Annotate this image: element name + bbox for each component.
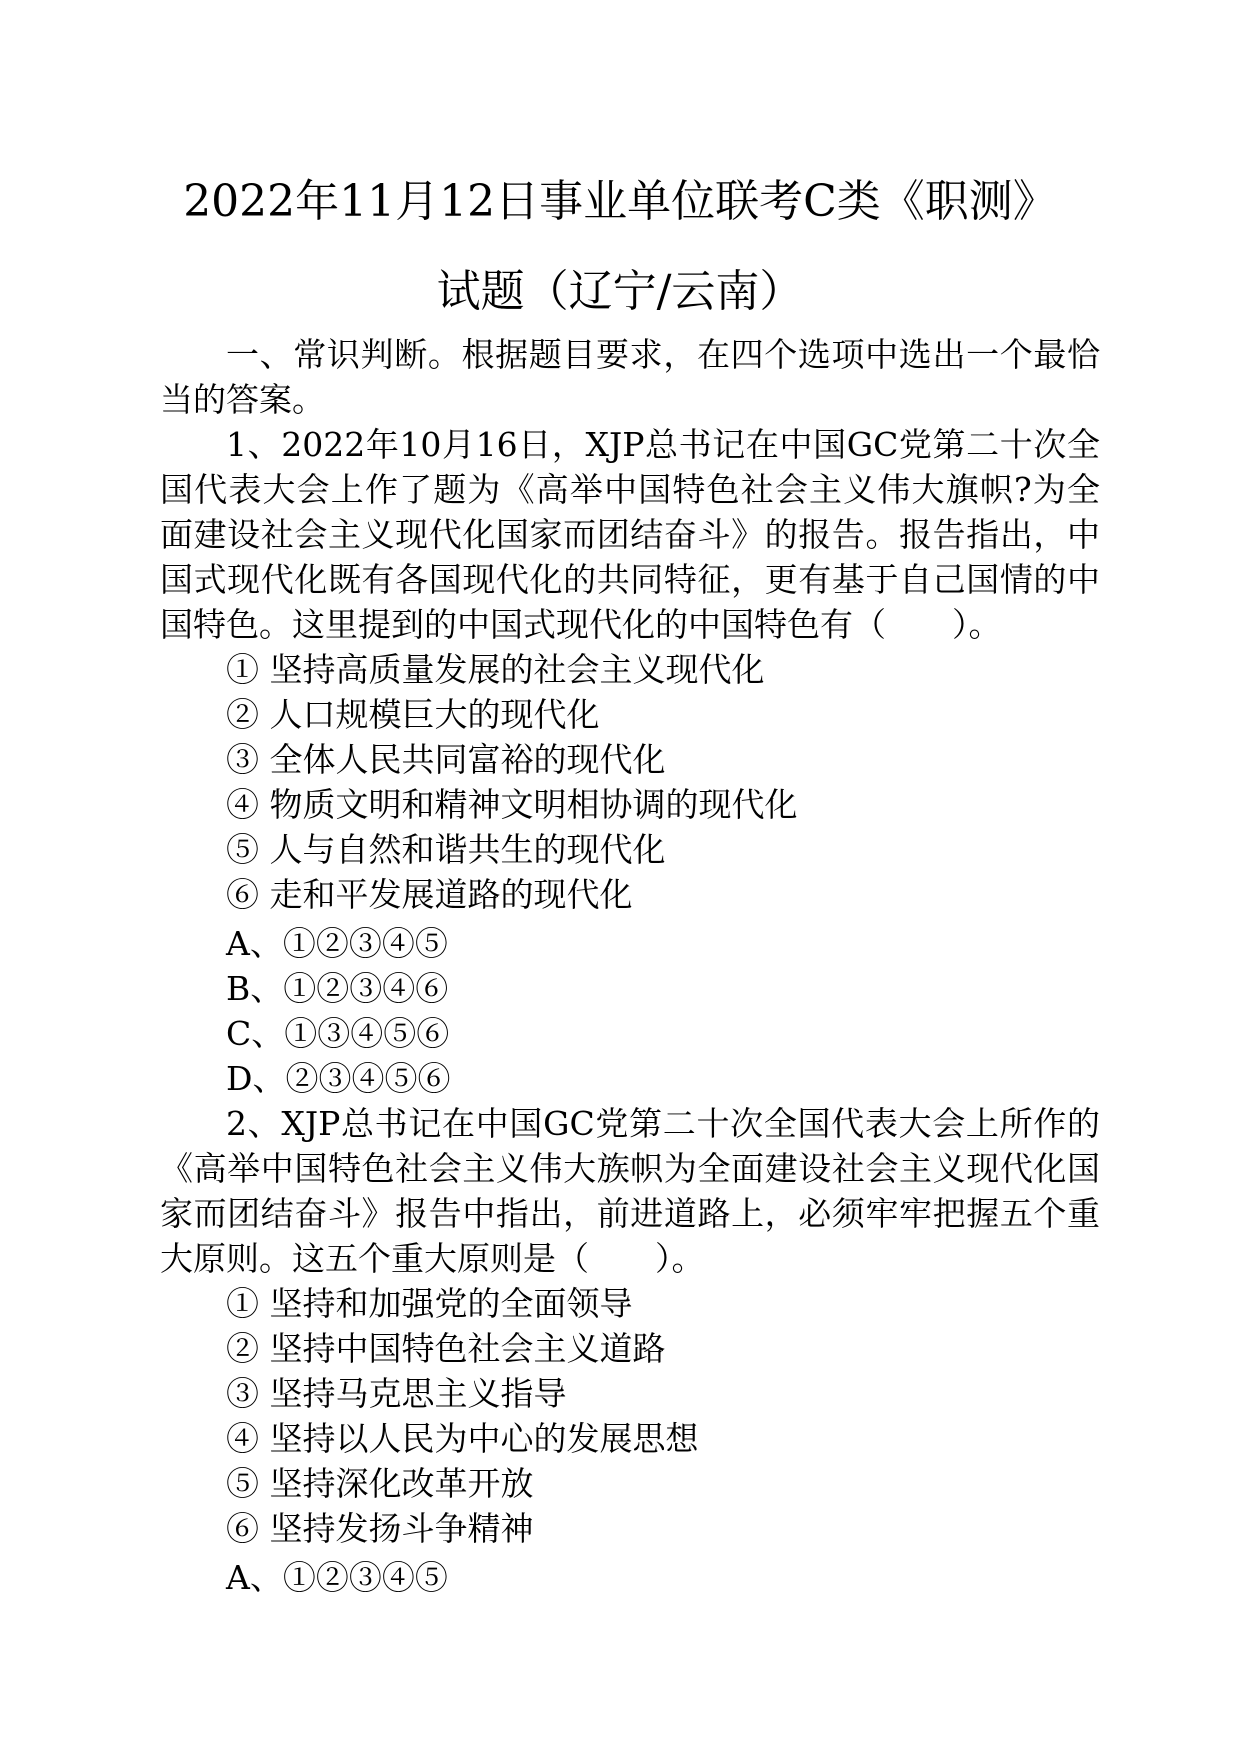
answer-option: B、①②③④⑥ <box>226 969 449 1008</box>
document-body <box>160 332 1100 1600</box>
question-item: ① 坚持和加强党的全面领导 <box>226 1284 633 1323</box>
question-stem: 2、XJP总书记在中国GC党第二十次全国代表大会上所作的《高举中国特色社会主义伟大族帜为全面建设社会主义现代化国家而团结奋斗》报告中指出，前进道路上，必须牢牢把握五个重大原则。这五个重大原则是（ ）。 <box>160 1104 1100 1278</box>
answer-option: A、①②③④⑤ <box>226 1558 448 1597</box>
question-item: ③ 全体人民共同富裕的现代化 <box>226 740 666 779</box>
question-item: ① 坚持高质量发展的社会主义现代化 <box>226 650 765 689</box>
answer-option: D、②③④⑤⑥ <box>226 1059 451 1098</box>
question-2 <box>160 1101 1100 1600</box>
question-item: ⑤ 人与自然和谐共生的现代化 <box>226 830 666 869</box>
section-heading: 一、常识判断。根据题目要求，在四个选项中选出一个最恰当的答案。 <box>160 335 1100 419</box>
document-title-line-1: 2022年11月12日事业单位联考C类《职测》 <box>183 176 1057 227</box>
question-item: ② 坚持中国特色社会主义道路 <box>226 1329 666 1368</box>
document-title-line-2: 试题（辽宁/云南） <box>436 266 804 317</box>
question-item: ⑤ 坚持深化改革开放 <box>226 1464 534 1503</box>
question-stem: 1、2022年10月16日，XJP总书记在中国GC党第二十次全国代表大会上作了题为《高举中国特色社会主义伟大旗帜?为全面建设社会主义现代化国家而团结奋斗》的报告。报告指出，中国式现代化既有各国现代化的共同特征，更有基于自己国情的中国特色。这里提到的中国式现代化的中国特色有（ ）。 <box>160 425 1100 644</box>
question-item: ② 人口规模巨大的现代化 <box>226 695 600 734</box>
answer-option: A、①②③④⑤ <box>226 924 448 963</box>
answer-option: C、①③④⑤⑥ <box>226 1014 450 1053</box>
question-item: ⑥ 走和平发展道路的现代化 <box>226 875 633 914</box>
question-item: ⑥ 坚持发扬斗争精神 <box>226 1509 534 1548</box>
question-item: ③ 坚持马克思主义指导 <box>226 1374 567 1413</box>
question-item: ④ 坚持以人民为中心的发展思想 <box>226 1419 699 1458</box>
question-1 <box>160 422 1100 1101</box>
question-item: ④ 物质文明和精神文明相协调的现代化 <box>226 785 798 824</box>
